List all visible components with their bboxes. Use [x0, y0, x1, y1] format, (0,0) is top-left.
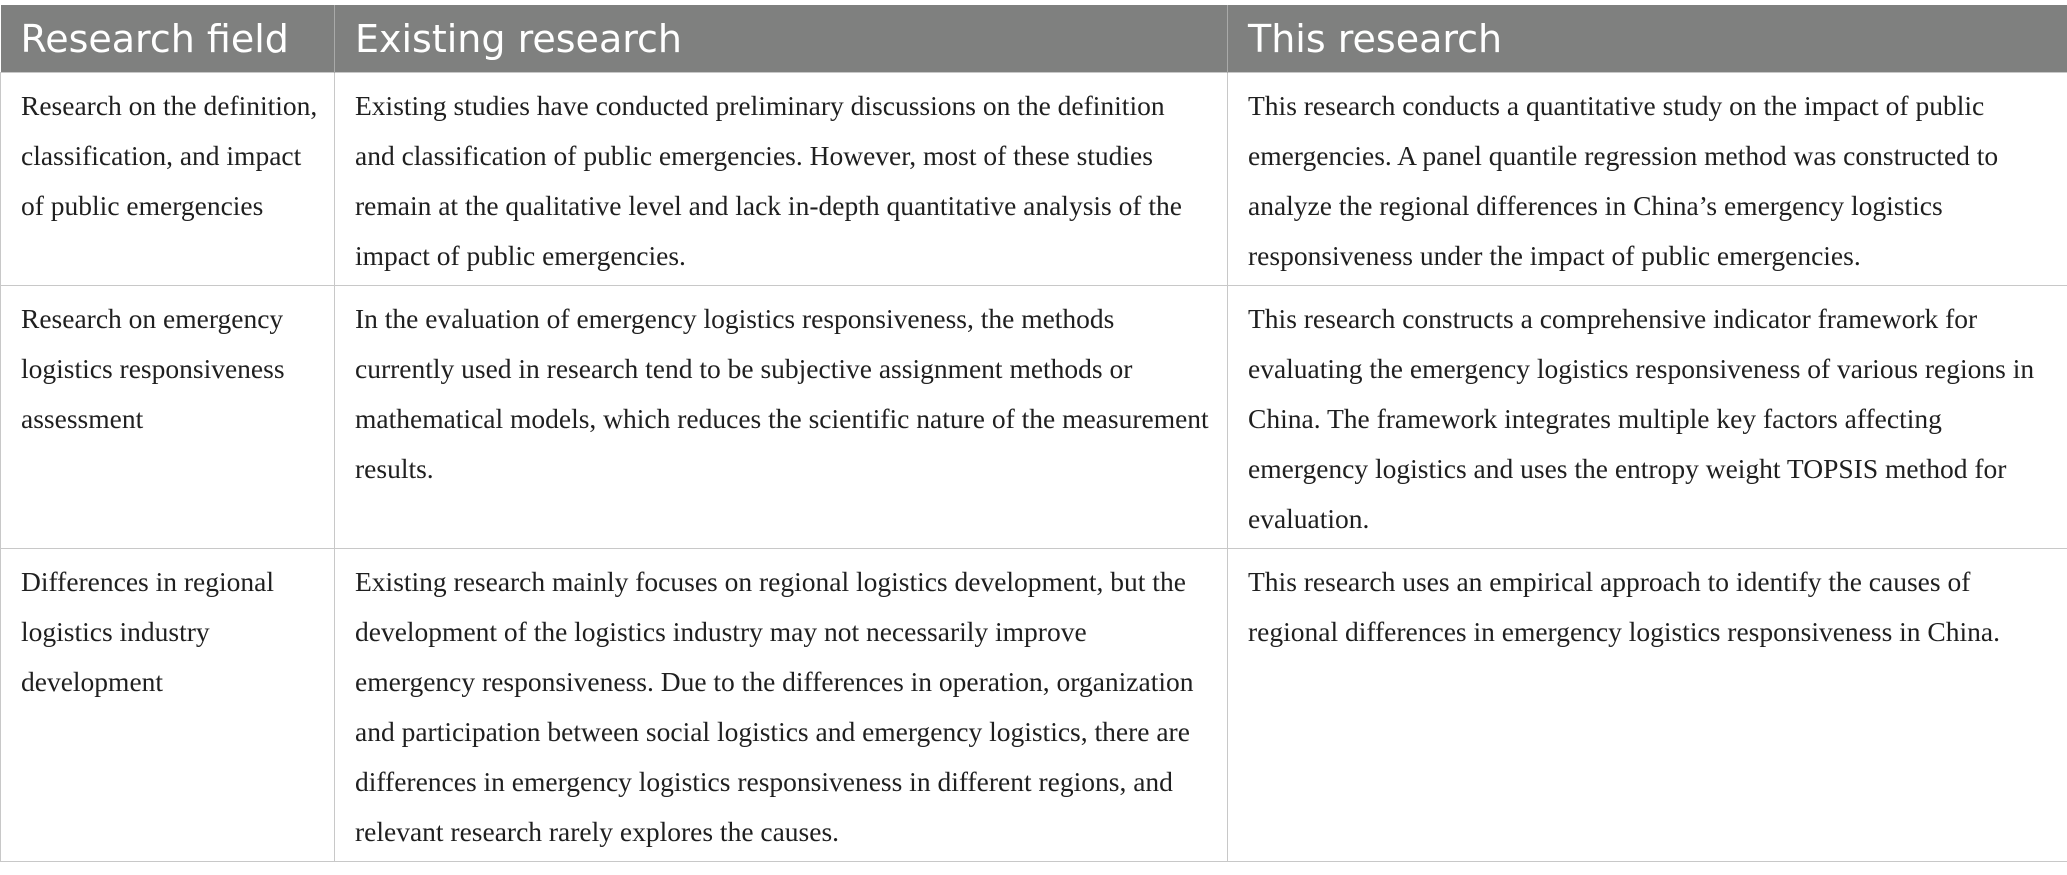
comparison-table-container — [0, 5, 2067, 862]
header-existing-research: Existing research — [335, 5, 1228, 73]
table-body — [1, 73, 2067, 862]
table-row — [1, 286, 2067, 549]
table-row — [1, 73, 2067, 286]
research-comparison-table — [0, 5, 2067, 862]
table-row — [1, 549, 2067, 862]
header-this-research: This research — [1228, 5, 2067, 73]
cell-research-field: Research on the definition, classification, and impact of public emergencies — [1, 73, 335, 286]
cell-research-field: Research on emergency logistics responsiveness assessment — [1, 286, 335, 549]
cell-this-research: This research uses an empirical approach to identify the causes of regional differences in emergency logistics responsiveness in China. — [1228, 549, 2067, 862]
cell-existing-research: Existing research mainly focuses on regional logistics development, but the development of the logistics industry may not necessarily improve emergency responsiveness. Due to the differences in operation, organization and participation between social logistics and emergency logistics, there are differences in emergency logistics responsiveness in different regions, and relevant research rarely explores the causes. — [335, 549, 1228, 862]
header-research-field: Research field — [1, 5, 335, 73]
cell-this-research: This research constructs a comprehensive indicator framework for evaluating the emergency logistics responsiveness of various regions in China. The framework integrates multiple key factors affecting emergency logistics and uses the entropy weight TOPSIS method for evaluation. — [1228, 286, 2067, 549]
cell-existing-research: In the evaluation of emergency logistics responsiveness, the methods currently used in research tend to be subjective assignment methods or mathematical models, which reduces the scientific nature of the measurement results. — [335, 286, 1228, 549]
cell-research-field: Differences in regional logistics industry development — [1, 549, 335, 862]
cell-this-research: This research conducts a quantitative study on the impact of public emergencies. A panel quantile regression method was constructed to analyze the regional differences in China’s emergency logistics responsiveness under the impact of public emergencies. — [1228, 73, 2067, 286]
cell-existing-research: Existing studies have conducted preliminary discussions on the definition and classification of public emergencies. However, most of these studies remain at the qualitative level and lack in-depth quantitative analysis of the impact of public emergencies. — [335, 73, 1228, 286]
table-header — [1, 5, 2067, 73]
header-row — [1, 5, 2067, 73]
